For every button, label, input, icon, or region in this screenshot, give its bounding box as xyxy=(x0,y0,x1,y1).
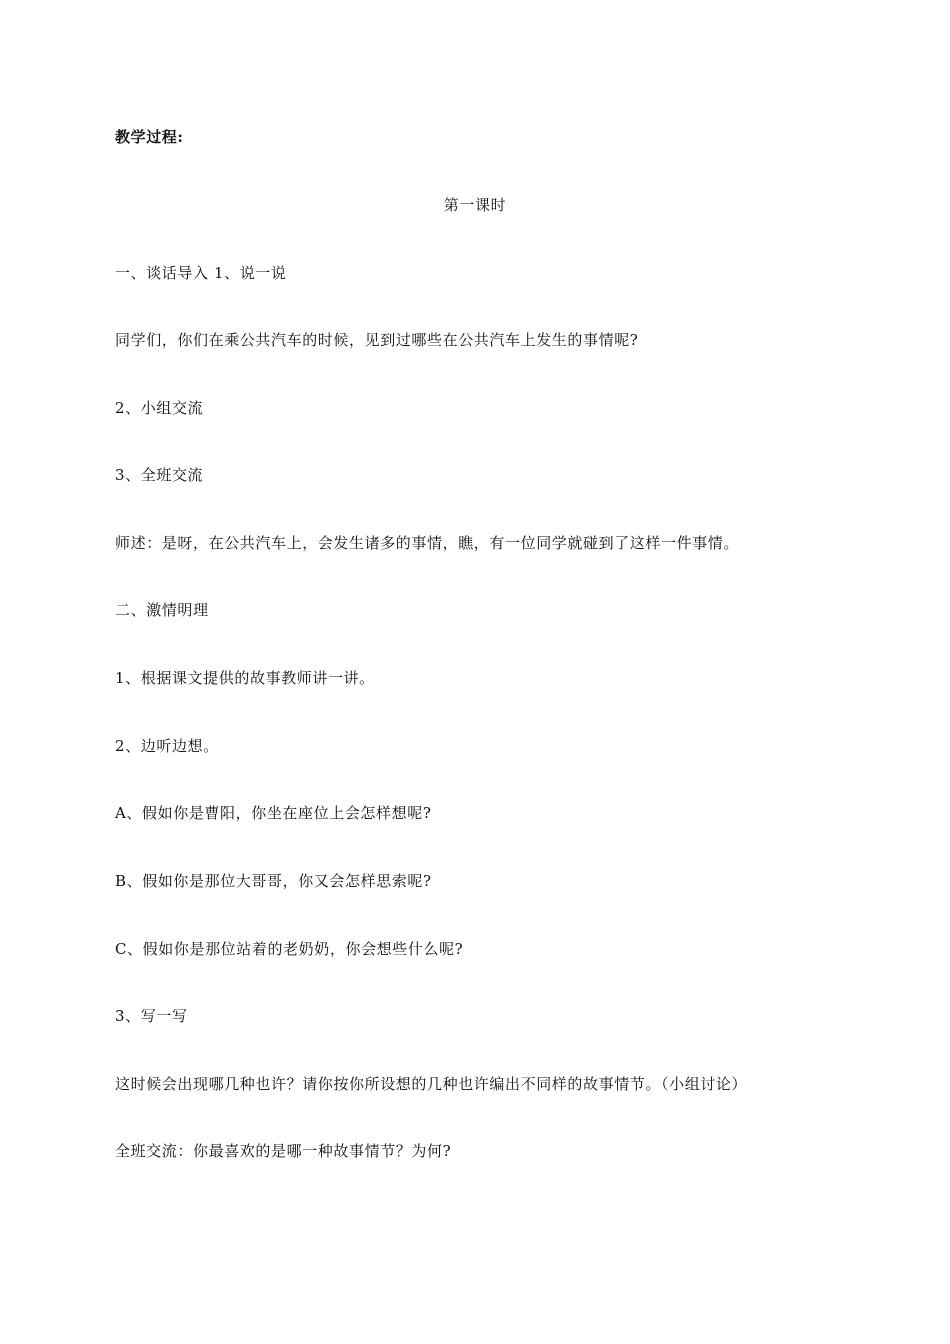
section-heading: 教学过程: xyxy=(115,128,184,146)
paragraph-option-a: A、假如你是曹阳，你坐在座位上会怎样想呢? xyxy=(115,804,432,822)
section-two-title: 二、激情明理 xyxy=(115,601,209,619)
paragraph-class-exchange: 全班交流：你最喜欢的是哪一种故事情节？为何? xyxy=(115,1142,452,1160)
paragraph-class-discussion: 3、全班交流 xyxy=(115,466,204,484)
lesson-title: 第一课时 xyxy=(443,196,507,214)
paragraph-option-b: B、假如你是那位大哥哥，你又会怎样思索呢? xyxy=(115,872,432,890)
paragraph-option-c: C、假如你是那位站着的老奶奶，你会想些什么呢? xyxy=(115,940,464,958)
paragraph-teacher-statement: 师述：是呀，在公共汽车上，会发生诸多的事情，瞧，有一位同学就碰到了这样一件事情。 xyxy=(115,534,740,552)
paragraph-group-discussion: 2、小组交流 xyxy=(115,399,204,417)
paragraph-intro: 一、谈话导入 1、说一说 xyxy=(115,264,287,282)
paragraph-question: 同学们，你们在乘公共汽车的时候，见到过哪些在公共汽车上发生的事情呢? xyxy=(115,331,639,349)
paragraph-listen-think: 2、边听边想。 xyxy=(115,737,219,755)
paragraph-write: 3、写一写 xyxy=(115,1007,188,1025)
paragraph-story: 1、根据课文提供的故事教师讲一讲。 xyxy=(115,669,375,687)
paragraph-possibilities: 这时候会出现哪几种也许？请你按你所设想的几种也许编出不同样的故事情节。（小组讨论） xyxy=(115,1075,748,1093)
